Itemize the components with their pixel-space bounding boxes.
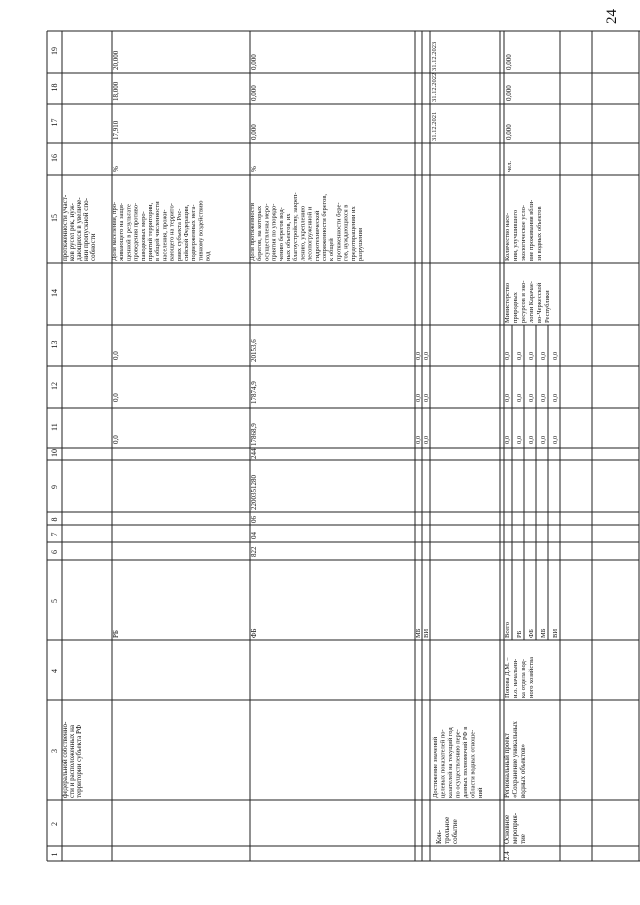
row-c-col15-text: Доля протяженности [249, 203, 256, 261]
control-event-col3-text: области водных отноше- [469, 729, 477, 798]
row-b-value-17: 17,910 [112, 120, 120, 140]
row-c-col15-text: чению берегов вод- [277, 207, 285, 261]
measure-2-4-value-13: 0,0 [504, 351, 511, 360]
row-b-col15-text: тивному воздействию [197, 200, 205, 261]
measure-2-4-responsible: Попова Д.М. – [504, 657, 511, 698]
row-b-col15-text: живающего на защи- [118, 202, 126, 261]
row-b-col15-text: вод [204, 251, 212, 261]
column-number: 5 [50, 599, 59, 603]
row-c-col15-text: лению, укреплению [299, 205, 307, 261]
measure-2-4-value-11: 0,0 [516, 435, 523, 444]
row-b-col15-text: подверженных нега- [190, 204, 198, 261]
column-number: 18 [50, 83, 59, 92]
column-number: 14 [50, 289, 59, 297]
row-c-value-17: 0,000 [250, 124, 258, 140]
row-c-col15-text: гидротехнической [313, 210, 321, 261]
row-mb-value-12: 0,0 [415, 393, 422, 402]
row-c-col15-text: сопряженности берегов, [321, 193, 328, 261]
row-b-col15-text: щенной в результате [125, 204, 133, 261]
measure-2-4-unit: чел. [506, 160, 513, 172]
row-c-source: ФБ [250, 628, 258, 638]
row-vi-value-11: 0,0 [423, 435, 430, 444]
measure-2-4-responsible: и.о. начальни- [512, 658, 519, 698]
measure-2-4-value-18: 0,000 [505, 85, 513, 101]
row-a-col15-text: дающихся в увеличе- [75, 197, 83, 261]
control-event-date-19: 31.12.2023 [431, 41, 438, 71]
row-c-col15-text: разрушения [357, 228, 364, 261]
column-number: 4 [50, 669, 59, 673]
row-vi-value-12: 0,0 [423, 393, 430, 402]
row-a-col15-text: нии пропускной спо- [82, 198, 90, 261]
measure-2-4-executor: во-Черкесской [536, 282, 543, 323]
column-number: 8 [50, 517, 59, 522]
row-c-col6: 822 [250, 546, 258, 557]
measure-2-4-col2-text: Основное [503, 814, 511, 844]
control-event-col3-text: целевых показателей по- [439, 729, 447, 798]
row-vi-value-13: 0,0 [423, 351, 430, 360]
row-c-col15-text: благоустройству, закреп- [292, 192, 300, 261]
column-number: 17 [50, 118, 59, 127]
control-event-col2-text: трольное [443, 816, 451, 844]
row-a-col3-text: федеральной собственно- [61, 721, 69, 798]
measure-2-4-value-12: 0,0 [552, 393, 559, 402]
row-a-col15-text: ков русел рек, нуж- [68, 203, 76, 261]
measure-2-4-value-12: 0,0 [540, 393, 547, 402]
row-b-source: РБ [112, 630, 120, 638]
row-c-col7: 04 [250, 532, 258, 539]
measure-2-4-responsible: ка отдела вод- [520, 659, 527, 698]
column-number: 2 [50, 822, 59, 826]
measure-2-4-executor: Республики [544, 290, 551, 323]
measure-2-4-col15-text: Количество насе- [504, 212, 511, 261]
row-b-col15-text: Доля населения, про- [111, 201, 118, 261]
measure-2-4-col15-text: вие проживания вбли- [528, 199, 535, 261]
row-c-value-12: 17874,9 [250, 381, 258, 404]
measure-2-4-col3-text: «Сохранение уникальных [511, 721, 519, 798]
row-c-col15-text: ных объектов, их [285, 213, 292, 261]
row-c-value-18: 0,000 [250, 85, 258, 101]
measure-2-4-value-17: 0,000 [505, 124, 513, 140]
column-number: 16 [50, 154, 59, 162]
measure-2-4-value-13: 0,0 [540, 351, 547, 360]
row-c-col15-text: лесопогруженной и [306, 206, 314, 261]
measure-2-4-value-12: 0,0 [504, 393, 511, 402]
measure-2-4-col2-text: тие [519, 834, 527, 844]
measure-2-4-value-13: 0,0 [552, 351, 559, 360]
measure-2-4-executor: Министерство [504, 282, 511, 323]
row-b-col15-text: населения, прожи- [161, 209, 169, 261]
row-b-col15-text: паводковых меро- [139, 211, 147, 261]
row-b-col15-text: проведения противо- [132, 202, 140, 261]
control-event-col2-text: Кон- [435, 830, 443, 844]
measure-2-4-col2-text: мероприя- [511, 812, 519, 844]
row-b-value-12: 0,0 [112, 393, 120, 402]
control-event-col3-text: данных полномочий РФ в [462, 726, 469, 798]
row-c-col10: 244 [250, 448, 258, 459]
control-event-col3-text: ний [477, 787, 484, 798]
row-b-col15-text: приятий территории, [147, 202, 154, 261]
row-c-col15-text: берегов, на которых [256, 205, 264, 261]
measure-2-4-source: Всего [504, 622, 511, 638]
measure-2-4-value-11: 0,0 [504, 435, 511, 444]
measure-2-4-source: ФБ [528, 629, 535, 638]
row-b-col15-text: риях субъекта Рос- [175, 208, 183, 261]
column-number: 11 [50, 423, 59, 431]
measure-2-4-value-11: 0,0 [528, 435, 535, 444]
column-number: 3 [50, 749, 59, 753]
row-c-value-19: 0,000 [250, 54, 258, 70]
measure-2-4-value-11: 0,0 [540, 435, 547, 444]
column-number: 12 [50, 382, 59, 390]
row-b-col15-text: вающего на террито- [168, 203, 176, 261]
row-c-col15-text: гов, нуждающихся в [342, 204, 350, 261]
control-event-col3-text: казателей на текущий год [447, 727, 454, 798]
row-c-col15-text: протяженности бере- [335, 202, 343, 261]
column-number: 9 [50, 485, 59, 489]
row-b-col15-text: в общей численности [154, 201, 162, 261]
row-mb-source: МБ [415, 628, 422, 638]
measure-2-4-col3-text: Региональный проект [503, 733, 511, 798]
row-b-col15-text: сийской Федерации, [183, 204, 190, 261]
column-number: 19 [50, 47, 59, 55]
row-a-col3-text: территории субъекта РФ [75, 724, 83, 798]
row-mb-value-13: 0,0 [415, 351, 422, 360]
measure-2-4-value-12: 0,0 [516, 393, 523, 402]
row-b-value-19: 20,000 [112, 50, 120, 70]
column-number: 6 [50, 550, 59, 554]
measure-2-4-value-13: 0,0 [516, 351, 523, 360]
control-event-col2-text: событие [451, 819, 459, 844]
column-number: 10 [50, 449, 59, 457]
row-a-col15-text: протяженности участ- [61, 194, 69, 261]
control-event-col3-text: по осуществлению пере- [454, 729, 462, 798]
column-number: 15 [50, 214, 59, 222]
row-c-col15-text: предотвращении их [349, 206, 357, 261]
row-c-unit: % [250, 166, 258, 172]
measure-2-4-col15-text: ния, улучшившего [512, 209, 519, 261]
row-c-col15-text: приятия по упорядо- [270, 203, 278, 261]
measure-2-4-col15-text: зи водных объектов [536, 206, 543, 261]
measure-2-4-value-11: 0,0 [552, 435, 559, 444]
measure-2-4-value-13: 0,0 [528, 351, 535, 360]
measure-2-4-executor: ресурсов и эко- [520, 280, 527, 323]
column-number: 13 [50, 340, 59, 349]
measure-2-4-col3-text: водных объектов» [519, 743, 527, 798]
row-c-col15-text: осуществлены меро- [263, 203, 271, 261]
column-number: 1 [50, 852, 59, 857]
row-c-value-11: 17868,9 [250, 423, 258, 446]
row-a-col15-text: собности [89, 233, 97, 261]
measure-2-4-col15-text: экологическое усло- [520, 204, 527, 261]
measure-2-4-value-19: 0,000 [505, 54, 513, 70]
row-c-col8: 06 [250, 516, 258, 523]
page-number: 24 [604, 9, 620, 24]
row-b-unit: % [112, 166, 120, 172]
row-vi-source: ВИ [423, 628, 430, 638]
measure-2-4-executor: логии Карачае- [528, 281, 535, 323]
row-c-value-13: 20153,6 [250, 339, 258, 362]
measure-2-4-source: МБ [540, 628, 547, 638]
row-b-value-18: 18,000 [112, 81, 120, 101]
row-b-value-11: 0,0 [112, 435, 120, 444]
measure-2-4-source: ВИ [552, 628, 559, 638]
measure-2-4-source: РБ [516, 630, 523, 638]
measure-2-4-number: 2.4 [503, 851, 511, 860]
control-event-date-18: 31.12.2022 [431, 72, 438, 102]
control-event-date-17: 31.12.2021 [431, 111, 438, 141]
row-mb-value-11: 0,0 [415, 435, 422, 444]
measure-2-4-value-12: 0,0 [528, 393, 535, 402]
row-a-col3-text: сти и расположенных на [68, 725, 76, 798]
row-c-col15-text: к общей [328, 238, 336, 261]
measure-2-4-executor: природных [512, 292, 519, 323]
control-event-col3-text: Достижение значений [432, 736, 439, 798]
row-b-value-13: 0,0 [112, 351, 120, 360]
row-c-col9: 2200351280 [250, 475, 258, 510]
column-number: 7 [50, 532, 59, 537]
measure-2-4-responsible: ного хозяйства [528, 657, 535, 698]
